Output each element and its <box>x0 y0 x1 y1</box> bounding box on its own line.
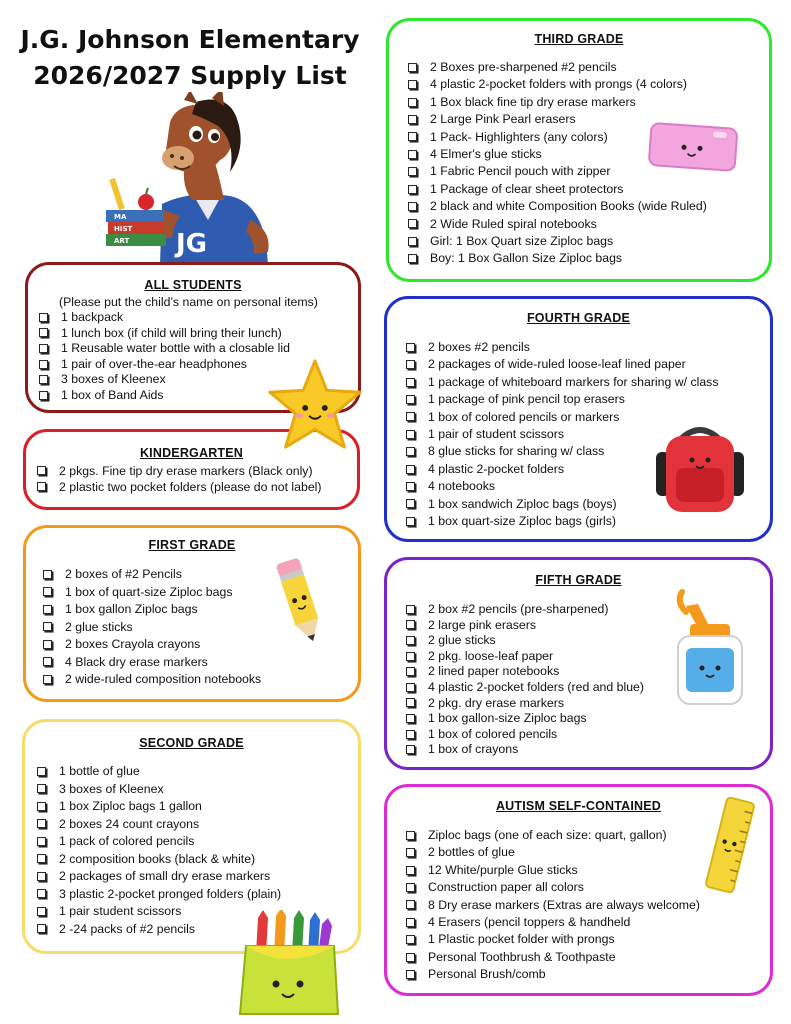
list-item: 1 Pack- Highlighters (any colors) <box>405 129 769 146</box>
list-item: 1 box of crayons <box>403 742 770 758</box>
list-item: 1 pack of colored pencils <box>34 833 358 851</box>
list-item: Personal Toothbrush & Toothpaste <box>403 949 770 966</box>
list-item: 2 glue sticks <box>403 633 770 649</box>
list-item: 2 wide-ruled composition notebooks <box>40 671 358 689</box>
list-item: 1 lunch box (if child will bring their lunch) <box>36 326 358 342</box>
list-item: 2 black and white Composition Books (wide Ruled) <box>405 198 769 215</box>
list-item: 2 plastic two pocket folders (please do not label) <box>34 479 357 495</box>
list-item: 1 pair of over-the-ear headphones <box>36 357 358 373</box>
list-item: 2 lined paper notebooks <box>403 664 770 680</box>
list-item: 4 notebooks <box>403 478 770 495</box>
book-label: MA <box>114 213 127 221</box>
list-item: 2 packages of wide-ruled loose-leaf lined paper <box>403 356 770 373</box>
list-item: 1 Box black fine tip dry erase markers <box>405 94 769 111</box>
glue-icon <box>668 588 752 708</box>
list-item: 1 pair student scissors <box>34 903 358 921</box>
section-title: KINDERGARTEN <box>139 446 244 460</box>
supply-list <box>34 463 357 495</box>
list-item: 2 Boxes pre-sharpened #2 pencils <box>405 59 769 76</box>
crayon-box-icon <box>226 910 346 1018</box>
section-title: ALL STUDENTS <box>144 278 242 292</box>
book-label: ART <box>114 237 130 245</box>
list-item: 1 box sandwich Ziploc bags (boys) <box>403 496 770 513</box>
list-item: 2 pkg. dry erase markers <box>403 696 770 712</box>
list-item: 4 Black dry erase markers <box>40 654 358 672</box>
list-item: 1 package of pink pencil top erasers <box>403 391 770 408</box>
list-item: 1 backpack <box>36 310 358 326</box>
list-item: 1 Reusable water bottle with a closable lid <box>36 341 358 357</box>
ruler-icon <box>700 795 760 895</box>
list-item: 2 boxes #2 pencils <box>403 339 770 356</box>
pencil-icon <box>272 555 328 647</box>
list-item: 1 box quart-size Ziploc bags (girls) <box>403 513 770 530</box>
title-line-1: J.G. Johnson Elementary <box>20 25 360 54</box>
list-item: 1 Plastic pocket folder with prongs <box>403 931 770 948</box>
list-item: 2 Wide Ruled spiral notebooks <box>405 216 769 233</box>
list-item: 1 Package of clear sheet protectors <box>405 181 769 198</box>
list-item: 4 Elmer's glue sticks <box>405 146 769 163</box>
star-icon <box>266 356 364 452</box>
list-item: 3 boxes of Kleenex <box>36 372 358 388</box>
list-item: 2 boxes 24 count crayons <box>34 816 358 834</box>
backpack-icon <box>652 424 748 514</box>
list-item: Boy: 1 Box Gallon Size Ziploc bags <box>405 250 769 267</box>
list-item: 2 pkg. loose-leaf paper <box>403 649 770 665</box>
section-title: FIFTH GRADE <box>535 573 622 587</box>
section-title: SECOND GRADE <box>139 736 244 750</box>
book-label: HIST <box>114 225 133 233</box>
list-item: 1 box Ziploc bags 1 gallon <box>34 798 358 816</box>
list-item: 1 box gallon Ziploc bags <box>40 601 358 619</box>
shirt-text: JG <box>176 229 208 259</box>
list-item: 8 Dry erase markers (Extras are always welcome) <box>403 897 770 914</box>
list-item: 4 plastic 2-pocket folders (red and blue) <box>403 680 770 696</box>
section-title: THIRD GRADE <box>534 32 624 46</box>
list-item: 1 box of colored pencils or markers <box>403 409 770 426</box>
list-item: 4 plastic 2-pocket folders <box>403 461 770 478</box>
title-line-2: 2026/2027 Supply List <box>33 61 347 90</box>
list-item: 2 box #2 pencils (pre-sharpened) <box>403 602 770 618</box>
list-item: 4 Erasers (pencil toppers & handheld <box>403 914 770 931</box>
list-item: 12 White/purple Glue sticks <box>403 862 770 879</box>
list-item: 2 boxes Crayola crayons <box>40 636 358 654</box>
list-item: Personal Brush/comb <box>403 966 770 983</box>
section-title: FIRST GRADE <box>148 538 236 552</box>
list-item: 2 -24 packs of #2 pencils <box>34 921 358 939</box>
list-item: 2 packages of small dry erase markers <box>34 868 358 886</box>
section-title: AUTISM SELF-CONTAINED <box>495 799 662 813</box>
list-item: Girl: 1 Box Quart size Ziploc bags <box>405 233 769 250</box>
list-item: 1 pair of student scissors <box>403 426 770 443</box>
page-title <box>10 22 370 94</box>
list-item: 1 Fabric Pencil pouch with zipper <box>405 163 769 180</box>
list-item: 8 glue sticks for sharing w/ class <box>403 443 770 460</box>
list-item: 2 pkgs. Fine tip dry erase markers (Black only) <box>34 463 357 479</box>
list-item: 4 plastic 2-pocket folders with prongs (4 colors) <box>405 76 769 93</box>
list-item: 2 composition books (black & white) <box>34 851 358 869</box>
list-item: 2 Large Pink Pearl erasers <box>405 111 769 128</box>
list-item: 2 boxes of #2 Pencils <box>40 566 358 584</box>
list-item: 1 box of quart-size Ziploc bags <box>40 584 358 602</box>
horse-mascot-icon <box>100 92 280 264</box>
list-item: 2 large pink erasers <box>403 618 770 634</box>
list-item: 2 bottles of glue <box>403 844 770 861</box>
list-item: Ziploc bags (one of each size: quart, gallon) <box>403 827 770 844</box>
list-item: 2 glue sticks <box>40 619 358 637</box>
list-item: 1 bottle of glue <box>34 763 358 781</box>
eraser-icon <box>646 120 742 176</box>
list-item: 1 box of colored pencils <box>403 727 770 743</box>
list-item: 1 package of whiteboard markers for sharing w/ class <box>403 374 770 391</box>
list-item: 3 boxes of Kleenex <box>34 781 358 799</box>
list-item: 1 box of Band Aids <box>36 388 358 404</box>
list-item: Construction paper all colors <box>403 879 770 896</box>
section-title: FOURTH GRADE <box>526 311 631 325</box>
section-note: (Please put the child’s name on personal items) <box>59 295 318 309</box>
list-item: 1 box gallon-size Ziploc bags <box>403 711 770 727</box>
list-item: 3 plastic 2-pocket pronged folders (plain) <box>34 886 358 904</box>
